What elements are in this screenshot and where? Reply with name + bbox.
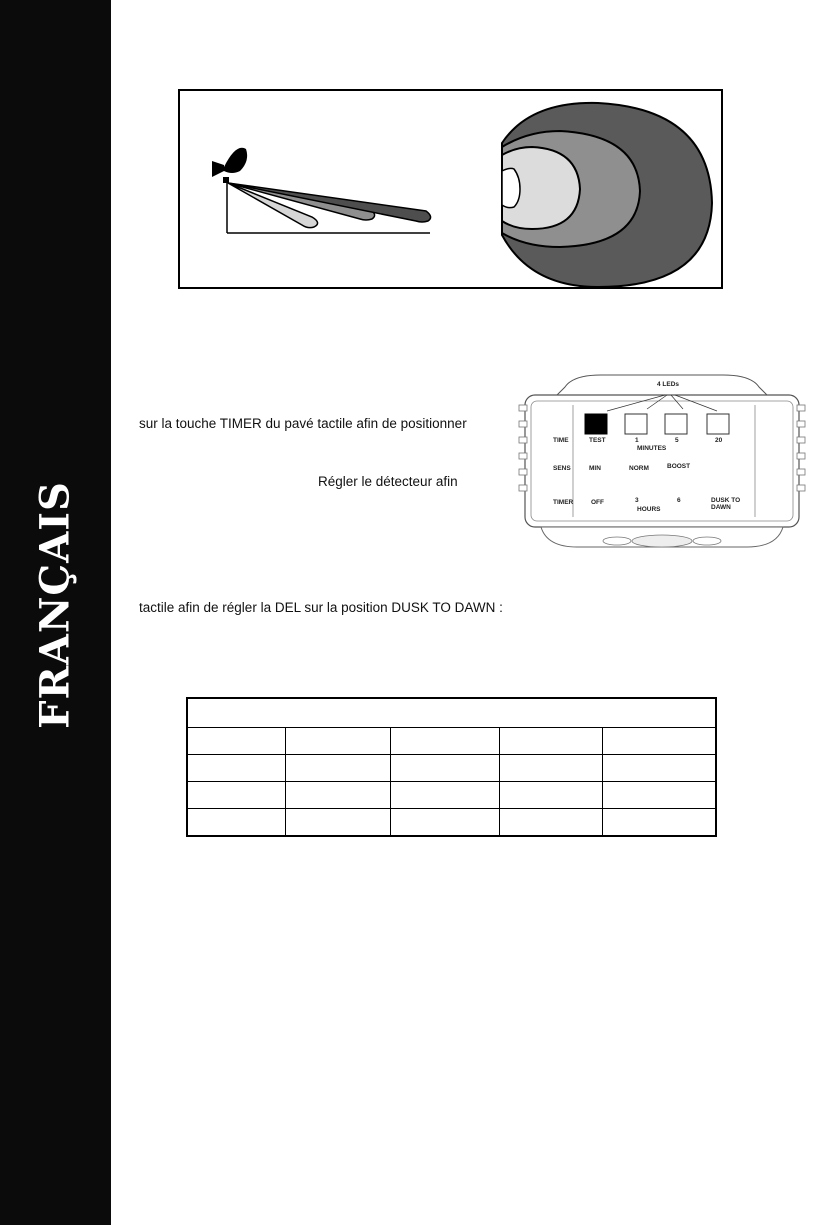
led-test-active (585, 414, 607, 434)
timer-option-3[interactable]: 3 (635, 497, 639, 504)
time-option-5[interactable]: 5 (675, 437, 679, 444)
sens-option-norm[interactable]: NORM (629, 465, 649, 472)
leds-label: 4 LEDs (657, 381, 680, 388)
table-row (187, 782, 716, 809)
timer-option-off[interactable]: OFF (591, 499, 604, 506)
table-row (187, 728, 716, 755)
top-view (502, 103, 712, 287)
led-1-minute (625, 414, 647, 434)
sens-option-boost[interactable]: BOOST (667, 463, 691, 470)
table-row (187, 755, 716, 782)
table-cell (500, 755, 603, 782)
table-cell (187, 755, 286, 782)
lamp-head-icon (224, 148, 247, 173)
instruction-line-timer: sur la touche TIMER du pavé tactile afin de positionner (139, 416, 467, 431)
language-label: FRANÇAIS (31, 481, 79, 729)
wall-mount-icon (212, 161, 224, 177)
table-cell (391, 782, 500, 809)
table-row (187, 809, 716, 837)
led-20-minutes (707, 414, 729, 434)
sens-option-min[interactable]: MIN (589, 465, 601, 472)
table-cell (500, 782, 603, 809)
settings-table (186, 697, 717, 837)
table-cell (500, 728, 603, 755)
time-option-20[interactable]: 20 (715, 437, 723, 444)
row-label-timer: TIMER (553, 499, 574, 506)
sensor-icon (223, 177, 229, 183)
table-cell (187, 782, 286, 809)
row-label-sens: SENS (553, 465, 571, 472)
table-cell (286, 809, 391, 837)
beam-far (228, 183, 431, 222)
table-cell (286, 755, 391, 782)
table-header-cell (187, 698, 716, 728)
table-cell (286, 728, 391, 755)
control-panel-illustration (517, 371, 807, 561)
detection-range-diagram (178, 89, 723, 289)
time-option-test[interactable]: TEST (589, 437, 606, 444)
table-cell (187, 728, 286, 755)
timer-option-dusk-to-dawn[interactable]: DUSK TO DAWN (711, 497, 741, 511)
table-cell (187, 809, 286, 837)
instruction-line-sens: Régler le détecteur afin (318, 474, 458, 489)
table-cell (603, 782, 717, 809)
time-option-1[interactable]: 1 (635, 437, 639, 444)
timer-option-6[interactable]: 6 (677, 497, 681, 504)
led-5-minutes (665, 414, 687, 434)
time-unit: MINUTES (637, 445, 667, 452)
table-cell (391, 755, 500, 782)
table-cell (286, 782, 391, 809)
zone-center (502, 168, 520, 207)
table-header-row (187, 698, 716, 728)
table-cell (603, 728, 717, 755)
detection-range-illustration (180, 91, 721, 287)
table-cell (500, 809, 603, 837)
table-cell (391, 728, 500, 755)
language-sidebar (0, 0, 111, 1225)
instruction-line-dusk: tactile afin de régler la DEL sur la position DUSK TO DAWN : (139, 600, 503, 615)
timer-unit: HOURS (637, 506, 661, 513)
table-cell (391, 809, 500, 837)
side-view (212, 148, 431, 233)
table-cell (603, 809, 717, 837)
row-label-time: TIME (553, 437, 569, 444)
table-cell (603, 755, 717, 782)
